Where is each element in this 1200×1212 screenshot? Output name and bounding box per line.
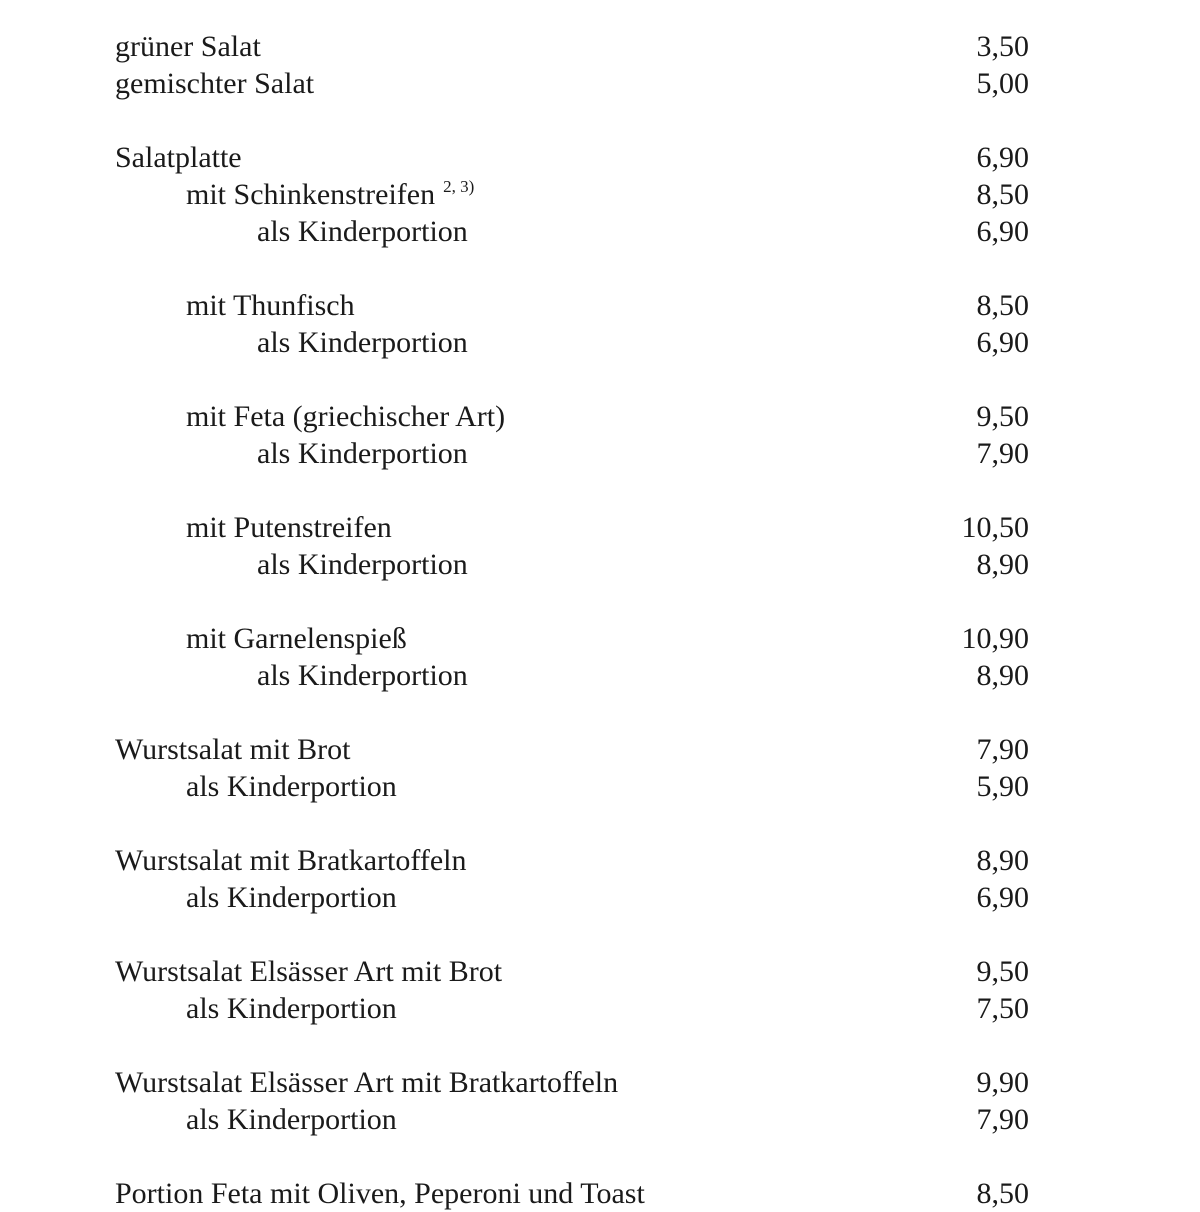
item-price: 5,00 <box>976 67 1029 100</box>
item-name: Salatplatte <box>115 141 242 174</box>
menu-item <box>0 435 1200 472</box>
menu-item <box>0 953 1200 990</box>
menu-item <box>0 1175 1200 1212</box>
menu-item <box>0 28 1200 65</box>
item-price: 10,90 <box>961 622 1029 655</box>
item-price: 9,50 <box>976 955 1029 988</box>
item-name: als Kinderportion <box>257 326 468 359</box>
item-price: 8,90 <box>976 548 1029 581</box>
item-name: als Kinderportion <box>257 548 468 581</box>
menu-item <box>0 1101 1200 1138</box>
menu-item <box>0 842 1200 879</box>
item-name: Wurstsalat Elsässer Art mit Bratkartoffeln <box>115 1066 619 1099</box>
item-price: 6,90 <box>976 215 1029 248</box>
item-name: als Kinderportion <box>186 992 397 1025</box>
item-name: mit Thunfisch <box>186 289 355 322</box>
item-price: 8,90 <box>976 844 1029 877</box>
menu-item <box>0 990 1200 1027</box>
item-name <box>186 176 474 213</box>
item-name: Portion Feta mit Oliven, Peperoni und Toast <box>115 1177 645 1210</box>
item-name: mit Feta (griechischer Art) <box>186 400 506 433</box>
item-price: 8,50 <box>976 178 1029 211</box>
menu-item <box>0 657 1200 694</box>
item-price: 7,90 <box>976 1103 1029 1136</box>
item-price: 8,90 <box>976 659 1029 692</box>
menu-item <box>0 398 1200 435</box>
menu-item <box>0 879 1200 916</box>
menu-item <box>0 287 1200 324</box>
item-price: 5,90 <box>976 770 1029 803</box>
item-name: als Kinderportion <box>257 215 468 248</box>
item-name: mit Putenstreifen <box>186 511 392 544</box>
menu-item <box>0 509 1200 546</box>
menu-item <box>0 546 1200 583</box>
menu-item <box>0 1064 1200 1101</box>
item-name: als Kinderportion <box>186 770 397 803</box>
item-name: als Kinderportion <box>257 437 468 470</box>
item-name: als Kinderportion <box>186 881 397 914</box>
menu-item <box>0 139 1200 176</box>
menu-item <box>0 176 1200 213</box>
menu-item <box>0 65 1200 102</box>
item-price: 10,50 <box>961 511 1029 544</box>
item-price: 3,50 <box>976 30 1029 63</box>
item-name: Wurstsalat mit Bratkartoffeln <box>115 844 467 877</box>
item-price: 6,90 <box>976 881 1029 914</box>
item-name: grüner Salat <box>115 30 261 63</box>
menu-item <box>0 620 1200 657</box>
item-price: 7,90 <box>976 437 1029 470</box>
item-price: 7,50 <box>976 992 1029 1025</box>
item-price: 6,90 <box>976 326 1029 359</box>
item-name: mit Garnelenspieß <box>186 622 407 655</box>
item-name: als Kinderportion <box>186 1103 397 1136</box>
item-name: Wurstsalat mit Brot <box>115 733 351 766</box>
item-price: 8,50 <box>976 1177 1029 1210</box>
allergen-footnote: 2, 3) <box>443 177 475 196</box>
menu-item <box>0 324 1200 361</box>
item-price: 7,90 <box>976 733 1029 766</box>
item-price: 9,90 <box>976 1066 1029 1099</box>
menu-item <box>0 768 1200 805</box>
item-name: als Kinderportion <box>257 659 468 692</box>
item-name: Wurstsalat Elsässer Art mit Brot <box>115 955 503 988</box>
item-price: 8,50 <box>976 289 1029 322</box>
item-price: 6,90 <box>976 141 1029 174</box>
menu-item <box>0 213 1200 250</box>
menu-item <box>0 731 1200 768</box>
item-price: 9,50 <box>976 400 1029 433</box>
item-name: gemischter Salat <box>115 67 315 100</box>
item-name-text: mit Schinkenstreifen <box>186 178 436 211</box>
